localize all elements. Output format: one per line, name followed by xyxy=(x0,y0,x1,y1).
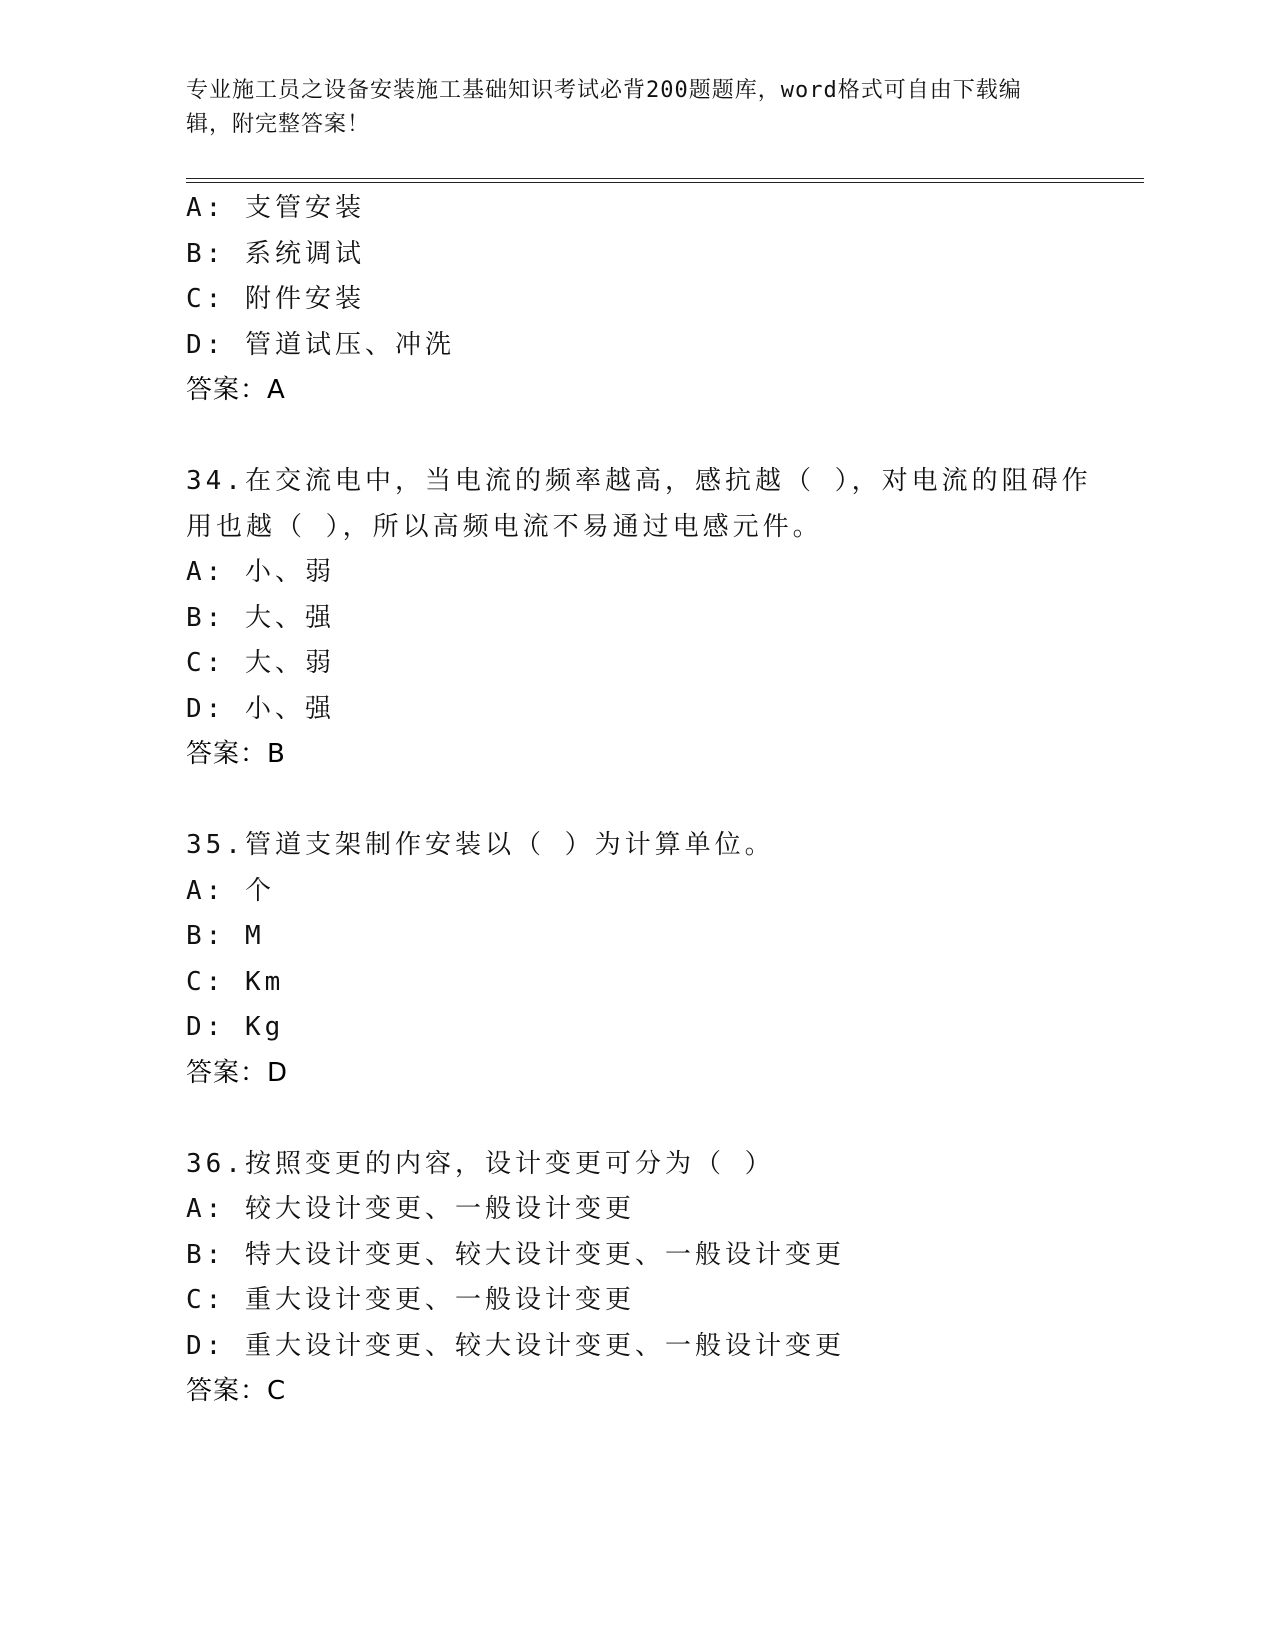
question-separator xyxy=(186,1096,1136,1142)
option-c: C: 大、弱 xyxy=(186,648,335,678)
question-separator xyxy=(186,778,1136,824)
option-a: A: 小、弱 xyxy=(186,557,335,587)
option-a: A: 个 xyxy=(186,875,275,906)
option-c: C: Km xyxy=(186,966,285,997)
header-double-rule xyxy=(186,178,1144,183)
answer-line: 答案：A xyxy=(186,375,286,405)
question-33 xyxy=(186,186,1136,414)
option-c: C: 重大设计变更、一般设计变更 xyxy=(186,1285,635,1315)
option-d: D: 重大设计变更、较大设计变更、一般设计变更 xyxy=(186,1330,845,1361)
option-b: B: M xyxy=(186,921,265,951)
option-b: B: 大、强 xyxy=(186,602,335,633)
question-35 xyxy=(186,823,1136,1096)
option-c: C: 附件安装 xyxy=(186,284,365,314)
option-a: A: 较大设计变更、一般设计变更 xyxy=(186,1194,635,1224)
document-header-title: 专业施工员之设备安装施工基础知识考试必背200题题库，word格式可自由下载编辑，附完整答案！ xyxy=(186,78,1022,137)
option-b: B: 系统调试 xyxy=(186,238,365,269)
question-stem-line-1: 36.按照变更的内容，设计变更可分为（ ） xyxy=(186,1148,775,1179)
question-stem-line-1: 35.管道支架制作安装以（ ）为计算单位。 xyxy=(186,830,775,860)
option-b: B: 特大设计变更、较大设计变更、一般设计变更 xyxy=(186,1239,845,1270)
answer-line: 答案：D xyxy=(186,1057,289,1088)
question-list xyxy=(186,186,1136,1415)
answer-line: 答案：B xyxy=(186,739,286,769)
option-d: D: 管道试压、冲洗 xyxy=(186,329,455,360)
option-a: A: 支管安装 xyxy=(186,193,365,223)
option-d: D: Kg xyxy=(186,1012,285,1042)
option-d: D: 小、强 xyxy=(186,693,335,724)
question-stem-line-1: 34.在交流电中，当电流的频率越高，感抗越（ ），对电流的阻碍作 xyxy=(186,466,1092,496)
question-34 xyxy=(186,459,1136,778)
answer-line: 答案：C xyxy=(186,1376,287,1406)
question-stem-line-2: 用也越（ ），所以高频电流不易通过电感元件。 xyxy=(186,511,823,542)
question-36 xyxy=(186,1142,1136,1415)
question-separator xyxy=(186,414,1136,460)
